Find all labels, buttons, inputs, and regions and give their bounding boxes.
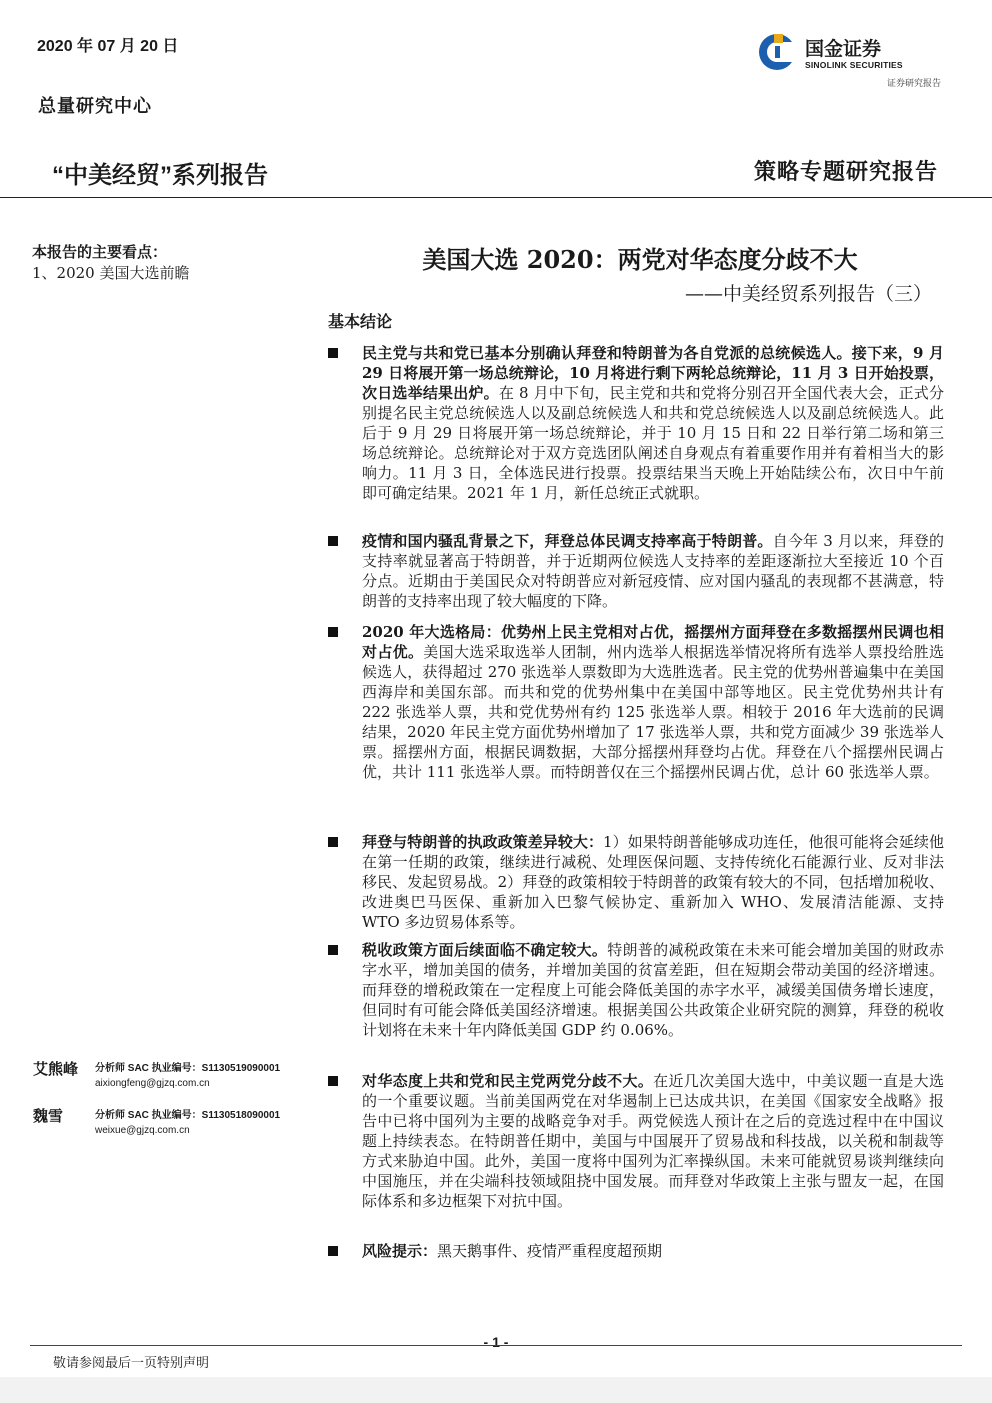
page-number: - 1 - [483, 1334, 509, 1350]
bullet-body: 黑天鹅事件、疫情严重程度超预期 [437, 1242, 663, 1260]
bullet-body: 美国大选采取选举人团制，州内选举人根据选举情况将所有选举人票投给胜选候选人，获得超过 270 张选举人票数即为大选胜选者。民主党的优势州普遍集中在美国西海岸和美国东部。而共和党的优势州集中在美国中部等地区。民主党优势州共计有 222 张选举人票，共和党优势州有约 125 张选举人票。相较于 2016 年大选前的民调结果，2020 年民主党方面优势州增加了 17 张选举人票，共和党方面减少 39 张选举人票。摇摆州方面，根据民调数据，大部分摇摆州拜登均占优。拜登在八个摇摆州民调占优，共计 111 张选举人票。而特朗普仅在三个摇摆州民调占优，总计 60 张选举人票。 [362, 643, 944, 781]
analyst-role: 分析师 SAC 执业编号：S1130518090001 [95, 1110, 281, 1121]
sidebar-title: 本报告的主要看点： [32, 243, 168, 261]
bullet-body: 在 8 月中下旬，民主党和共和党将分别召开全国代表大会，正式分别提名民主党总统候选人以及副总统候选人和共和党总统候选人以及副总统候选人。此后于 9 月 29 日将展开第一场总统辩论，并于 10 月 15 日和 22 日举行第二场和第三场总统辩论。总统辩论对于双方竞选团队阐述自身观点有着重要作用并有着相当大的影响力。11 月 3 日，全体选民进行投票。投票结果当天晚上开始陆续公布，次日中午前即可确定结果。2021 年 1 月，新任总统正式就职。 [362, 384, 944, 502]
analyst-name: 艾熊峰 [33, 1060, 79, 1078]
bullet-lead: 对华态度上共和党和民主党两党分歧不大。 [362, 1072, 654, 1090]
series-title: “中美经贸”系列报告 [52, 162, 268, 189]
bullet-body: 1）如果特朗普能够成功连任，他很可能将会延续他在第一任期的政策，继续进行减税、处理医保问题、支持传统化石能源行业、反对非法移民、发起贸易战。2）拜登的政策相较于特朗普的政策有较大的不同，包括增加税收、改进奥巴马医保、重新加入巴黎气候协定、重新加入 WHO、发展清洁能源、支持 WTO 多边贸易体系等。 [362, 833, 944, 931]
bullet-square-icon [328, 536, 338, 546]
analyst-info [95, 1061, 280, 1091]
bullet-square-icon [328, 945, 338, 955]
analyst-role: 分析师 SAC 执业编号：S1130519090001 [95, 1063, 281, 1074]
bullet-lead: 风险提示： [362, 1242, 438, 1260]
sinolink-logo [757, 30, 947, 92]
list-item [328, 1241, 944, 1261]
header-divider [0, 197, 992, 198]
logo-text-cn: 国金证券 [805, 39, 882, 60]
bullet-lead: 拜登与特朗普的执政政策差异较大： [362, 833, 604, 851]
bullet-square-icon [328, 627, 338, 637]
bullet-lead: 2020 年大选格局：优势州上民主党相对占优，摇摆州方面拜登在多数摇摆州民调也相对占优。 [362, 623, 944, 661]
bullet-square-icon [328, 1076, 338, 1086]
list-item [328, 343, 944, 503]
sinolink-logo-icon [757, 32, 797, 72]
footer-band [0, 1377, 992, 1403]
bullet-lead: 民主党与共和党已基本分别确认拜登和特朗普为各自党派的总统候选人。接下来，9 月 29 日将展开第一场总统辩论，10 月将进行剩下两轮总统辩论，11 月 3 日开始投票，次日选举结果出炉。 [362, 344, 944, 402]
analyst-name: 魏雪 [33, 1107, 64, 1125]
list-item [328, 940, 944, 1040]
report-type: 策略专题研究报告 [753, 159, 938, 185]
bullet-square-icon [328, 837, 338, 847]
report-title: 美国大选 2020：两党对华态度分歧不大 [422, 245, 858, 274]
sidebar-item: 1、2020 美国大选前瞻 [32, 264, 190, 282]
list-item [328, 622, 944, 782]
footer-divider [30, 1345, 962, 1346]
bullet-lead: 税收政策方面后续面临不确定较大。 [362, 941, 608, 959]
analyst-email[interactable]: aixiongfeng@gjzq.com.cn [95, 1078, 210, 1089]
logo-text-en: SINOLINK SECURITIES [805, 60, 903, 70]
bullet-lead: 疫情和国内骚乱背景之下，拜登总体民调支持率高于特朗普。 [362, 532, 773, 550]
research-center: 总量研究中心 [38, 96, 152, 117]
bullet-square-icon [328, 1246, 338, 1256]
analyst-email[interactable]: weixue@gjzq.com.cn [95, 1125, 190, 1136]
bullet-body: 在近几次美国大选中，中美议题一直是大选的一个重要议题。当前美国两党在对华遏制上已达成共识，在美国《国家安全战略》报告中已将中国列为主要的战略竞争对手。两党候选人预计在之后的竞选过程中在中国议题上持续表态。在特朗普任期中，美国与中国展开了贸易战和科技战，以关税和制裁等方式来胁迫中国。此外，美国一度将中国列为汇率操纵国。未来可能就贸易谈判继续向中国施压，并在尖端科技领域阻挠中国发展。而拜登对华政策上主张与盟友一起，在国际体系和多边框架下对抗中国。 [362, 1072, 944, 1210]
bullet-body: 特朗普的减税政策在未来可能会增加美国的财政赤字水平，增加美国的债务，并增加美国的贫富差距，但在短期会带动美国的经济增速。而拜登的增税政策在一定程度上可能会降低美国的赤字水平，减缓美国债务增长速度，但同时有可能会降低美国经济增速。根据美国公共政策企业研究院的测算，拜登的税收计划将在未来十年内降低美国 GDP 约 0.06%。 [362, 941, 944, 1039]
list-item [328, 1071, 944, 1211]
list-item [328, 832, 944, 932]
conclusion-heading: 基本结论 [328, 312, 393, 331]
footer-disclaimer: 敬请参阅最后一页特别声明 [53, 1356, 210, 1371]
report-date: 2020 年 07 月 20 日 [37, 38, 179, 55]
report-subtitle: ——中美经贸系列报告（三） [684, 283, 932, 305]
logo-subtitle: 证券研究报告 [886, 79, 941, 89]
analyst-info [95, 1108, 280, 1138]
list-item [328, 531, 944, 611]
bullet-square-icon [328, 348, 338, 358]
bullet-body: 自今年 3 月以来，拜登的支持率就显著高于特朗普，并于近期两位候选人支持率的差距逐渐拉大至接近 10 个百分点。近期由于美国民众对特朗普应对新冠疫情、应对国内骚乱的表现都不甚满意，特朗普的支持率出现了较大幅度的下降。 [362, 532, 944, 610]
